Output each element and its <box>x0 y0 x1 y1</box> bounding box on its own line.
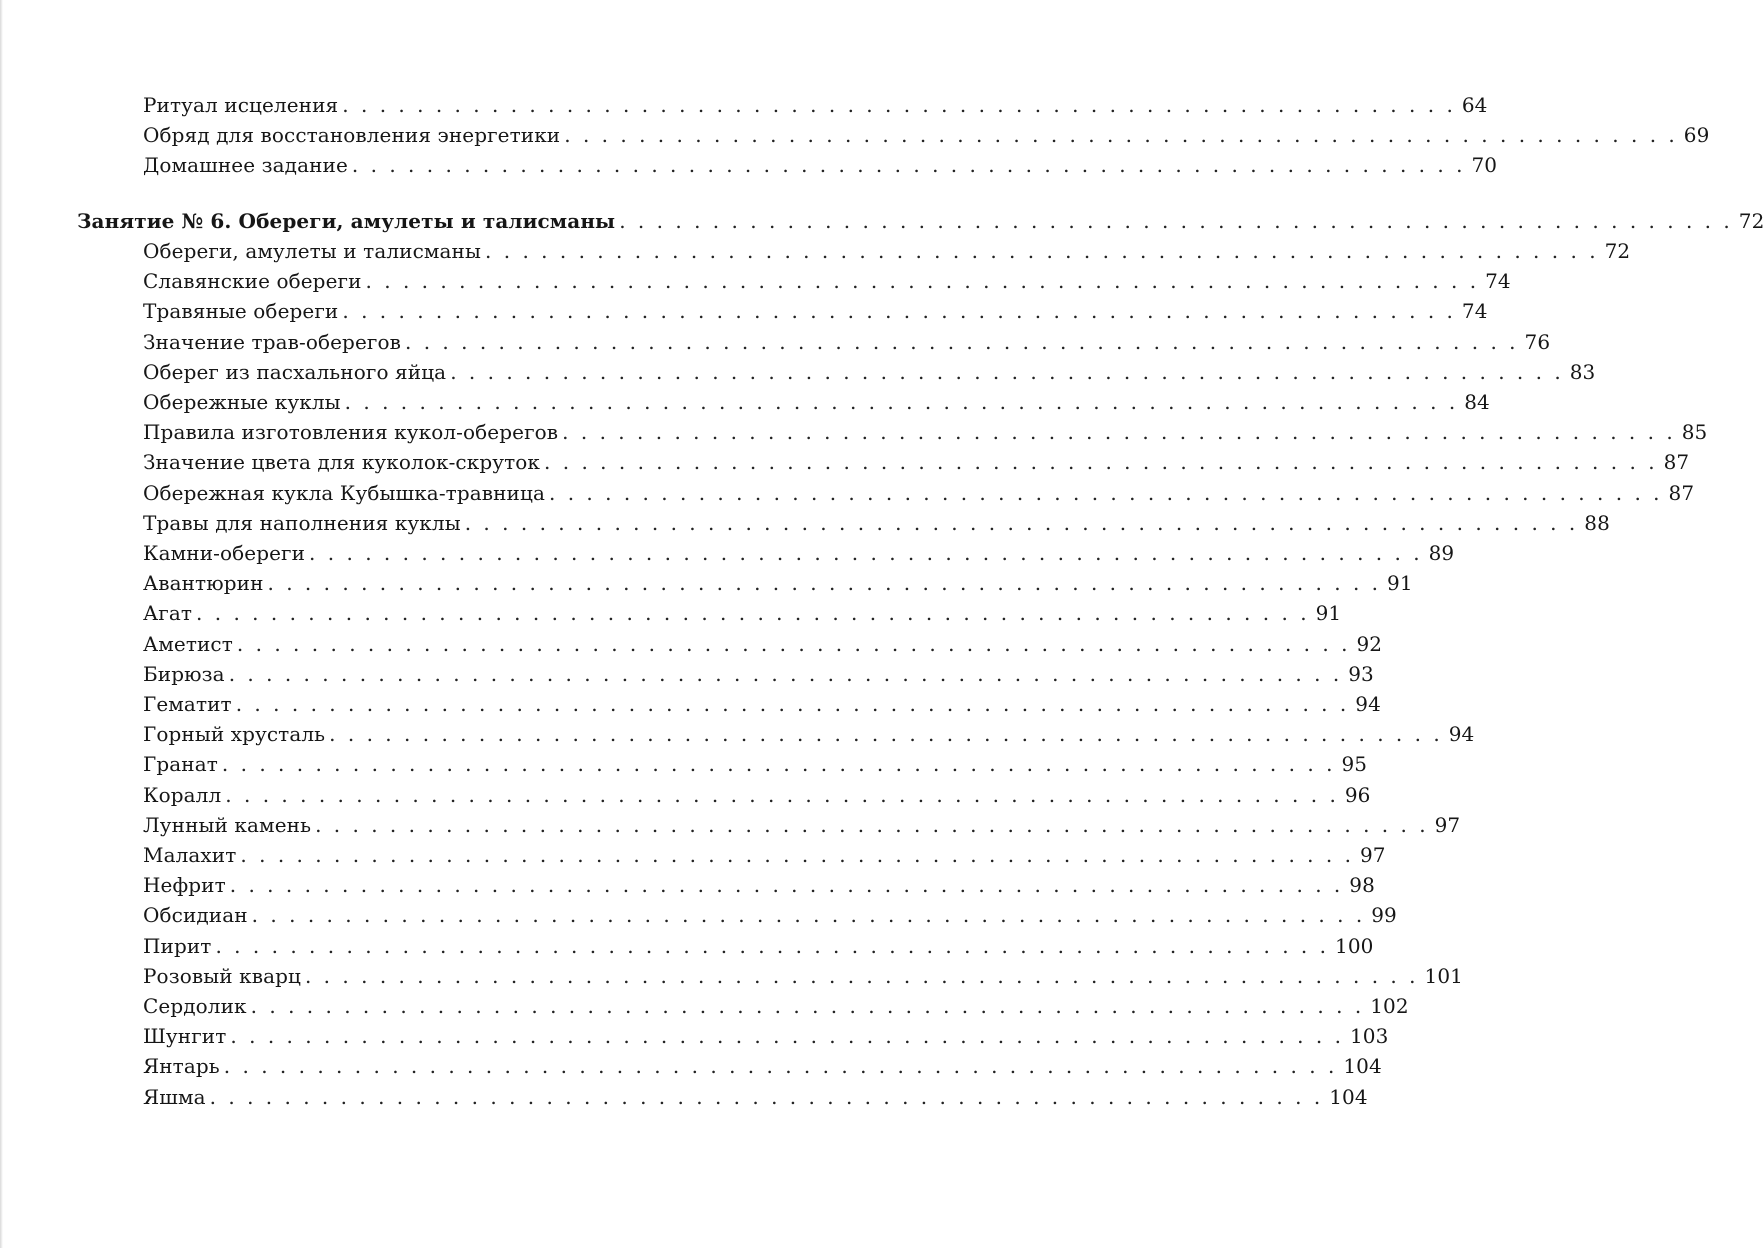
toc-entry-page: 95 <box>1341 752 1368 776</box>
toc-entry <box>143 931 1374 961</box>
toc-entry-title: Обережная кукла Кубышка-травница <box>143 481 545 505</box>
dot-leader: . . . . . . . . . . . . . . . . . . . . . . . . . . . . . . . . . . . . . . . . . . . . . . . . . . . . . . . . . . . . <box>267 571 1382 595</box>
toc-entry <box>143 991 1409 1021</box>
toc-entry <box>143 749 1368 779</box>
toc-entry-page: 102 <box>1370 994 1409 1018</box>
toc-entry-page: 92 <box>1356 632 1383 656</box>
dot-leader: . . . . . . . . . . . . . . . . . . . . . . . . . . . . . . . . . . . . . . . . . . . . . . . . . . . . . . . . . . . . <box>250 994 1365 1018</box>
toc-entry-title: Малахит <box>143 843 237 867</box>
toc-entry-page: 87 <box>1663 450 1690 474</box>
toc-entry-page: 94 <box>1448 722 1475 746</box>
toc-entry-page: 100 <box>1335 934 1374 958</box>
toc-entry <box>143 327 1551 357</box>
toc-entry-page: 89 <box>1428 541 1455 565</box>
dot-leader: . . . . . . . . . . . . . . . . . . . . . . . . . . . . . . . . . . . . . . . . . . . . . . . . . . . . . . . . . . . . <box>464 511 1579 535</box>
toc-entry <box>143 447 1690 477</box>
toc-entry-page: 91 <box>1315 601 1342 625</box>
toc-entry-title: Домашнее задание <box>143 153 348 177</box>
toc-entry <box>143 659 1374 689</box>
toc-entry-title: Янтарь <box>143 1054 220 1078</box>
toc-entry-title: Славянские обереги <box>143 269 362 293</box>
toc-entry-page: 87 <box>1668 481 1695 505</box>
toc-entry-title: Агат <box>143 601 193 625</box>
toc-entry <box>143 629 1383 659</box>
toc-entry-page: 72 <box>1604 239 1631 263</box>
dot-leader: . . . . . . . . . . . . . . . . . . . . . . . . . . . . . . . . . . . . . . . . . . . . . . . . . . . . . . . . . . . . <box>342 93 1456 117</box>
toc-entry <box>143 90 1488 120</box>
dot-leader: . . . . . . . . . . . . . . . . . . . . . . . . . . . . . . . . . . . . . . . . . . . . . . . . . . . . . . . . . . . . <box>235 692 1350 716</box>
toc-entry <box>143 1082 1368 1112</box>
dot-leader: . . . . . . . . . . . . . . . . . . . . . . . . . . . . . . . . . . . . . . . . . . . . . . . . . . . . . . . . . . . . <box>562 420 1676 444</box>
toc-entry <box>143 417 1708 447</box>
toc-entry-page: 94 <box>1355 692 1381 716</box>
dot-leader: . . . . . . . . . . . . . . . . . . . . . . . . . . . . . . . . . . . . . . . . . . . . . . . . . . . . . . . . . . . . <box>230 1024 1344 1048</box>
dot-leader: . . . . . . . . . . . . . . . . . . . . . . . . . . . . . . . . . . . . . . . . . . . . . . . . . . . . . . . . . . . . <box>309 541 1423 565</box>
toc-entry-page: 98 <box>1349 873 1375 897</box>
toc-entry <box>143 1021 1389 1051</box>
dot-leader: . . . . . . . . . . . . . . . . . . . . . . . . . . . . . . . . . . . . . . . . . . . . . . . . . . . . . . . . . . . . <box>342 299 1456 323</box>
dot-leader: . . . . . . . . . . . . . . . . . . . . . . . . . . . . . . . . . . . . . . . . . . . . . . . . . . . . . . . . . . . . <box>344 390 1459 414</box>
toc-entry-title: Травы для наполнения куклы <box>143 511 461 535</box>
dot-leader: . . . . . . . . . . . . . . . . . . . . . . . . . . . . . . . . . . . . . . . . . . . . . . . . . . . . . . . . . . . . <box>404 330 1519 354</box>
toc-entry <box>143 840 1386 870</box>
toc-entry-title: Травяные обереги <box>143 299 339 323</box>
dot-leader: . . . . . . . . . . . . . . . . . . . . . . . . . . . . . . . . . . . . . . . . . . . . . . . . . . . . . . . . . . . . <box>485 239 1599 263</box>
toc-entry-page: 72 <box>1738 209 1764 233</box>
toc-entry-page: 70 <box>1471 153 1498 177</box>
dot-leader: . . . . . . . . . . . . . . . . . . . . . . . . . . . . . . . . . . . . . . . . . . . . . . . . . . . . . . . . . . . . <box>315 813 1429 837</box>
toc-entry <box>143 598 1342 628</box>
toc-entry <box>143 478 1695 508</box>
toc-entry <box>143 719 1475 749</box>
toc-entry-title: Лунный камень <box>143 813 312 837</box>
toc-entry <box>143 780 1371 810</box>
toc-entry-page: 74 <box>1485 269 1511 293</box>
toc-entry-page: 99 <box>1371 903 1397 927</box>
toc-entry <box>143 357 1596 387</box>
page-edge-shadow <box>0 0 3 1248</box>
toc-entry-page: 93 <box>1348 662 1374 686</box>
toc-entry-page: 97 <box>1359 843 1386 867</box>
toc-entry-page: 97 <box>1434 813 1461 837</box>
toc-entry-title: Горный хрусталь <box>143 722 326 746</box>
toc-entry <box>143 236 1631 266</box>
toc-entry <box>143 538 1455 568</box>
toc-entry-title: Значение трав-оберегов <box>143 330 401 354</box>
toc-entry-page: 103 <box>1349 1024 1389 1048</box>
dot-leader: . . . . . . . . . . . . . . . . . . . . . . . . . . . . . . . . . . . . . . . . . . . . . . . . . . . . . . . . . . . . <box>221 752 1336 776</box>
dot-leader: . . . . . . . . . . . . . . . . . . . . . . . . . . . . . . . . . . . . . . . . . . . . . . . . . . . . . . . . . . . . <box>329 722 1443 746</box>
toc-entry-title: Обсидиан <box>143 903 248 927</box>
toc-entry-title: Занятие № 6. Обереги, амулеты и талисманы <box>77 209 616 233</box>
toc-entry <box>143 961 1463 991</box>
toc-entry <box>143 120 1710 150</box>
dot-leader: . . . . . . . . . . . . . . . . . . . . . . . . . . . . . . . . . . . . . . . . . . . . . . . . . . . . . . . . . . . . <box>240 843 1354 867</box>
toc-entry-page: 83 <box>1569 360 1596 384</box>
dot-leader: . . . . . . . . . . . . . . . . . . . . . . . . . . . . . . . . . . . . . . . . . . . . . . . . . . . . . . . . . . . . <box>548 481 1663 505</box>
toc-entry-page: 104 <box>1343 1054 1382 1078</box>
dot-leader: . . . . . . . . . . . . . . . . . . . . . . . . . . . . . . . . . . . . . . . . . . . . . . . . . . . . . . . . . . . . <box>236 632 1351 656</box>
toc-entry-title: Гранат <box>143 752 218 776</box>
dot-leader: . . . . . . . . . . . . . . . . . . . . . . . . . . . . . . . . . . . . . . . . . . . . . . . . . . . . . . . . . . . . <box>196 601 1310 625</box>
toc-entry-page: 88 <box>1584 511 1610 535</box>
dot-leader: . . . . . . . . . . . . . . . . . . . . . . . . . . . . . . . . . . . . . . . . . . . . . . . . . . . . . . . . . . . . <box>304 964 1419 988</box>
toc-entry-title: Гематит <box>143 692 232 716</box>
dot-leader: . . . . . . . . . . . . . . . . . . . . . . . . . . . . . . . . . . . . . . . . . . . . . . . . . . . . . . . . . . . . <box>619 209 1733 233</box>
toc-entry-page: 91 <box>1387 571 1413 595</box>
dot-leader: . . . . . . . . . . . . . . . . . . . . . . . . . . . . . . . . . . . . . . . . . . . . . . . . . . . . . . . . . . . . <box>564 123 1678 147</box>
toc-entry-title: Камни-обереги <box>143 541 306 565</box>
toc-entry-title: Ритуал исцеления <box>143 93 339 117</box>
toc-entry <box>143 689 1381 719</box>
toc-entry-title: Пирит <box>143 934 212 958</box>
toc-entry-title: Обряд для восстановления энергетики <box>143 123 561 147</box>
dot-leader: . . . . . . . . . . . . . . . . . . . . . . . . . . . . . . . . . . . . . . . . . . . . . . . . . . . . . . . . . . . . <box>365 269 1480 293</box>
toc-entry-title: Шунгит <box>143 1024 227 1048</box>
toc-entry-title: Значение цвета для куколок-скруток <box>143 450 541 474</box>
toc-entry <box>143 508 1610 538</box>
dot-leader: . . . . . . . . . . . . . . . . . . . . . . . . . . . . . . . . . . . . . . . . . . . . . . . . . . . . . . . . . . . . <box>351 153 1466 177</box>
toc-entry-title: Розовый кварц <box>143 964 301 988</box>
toc-entry-title: Аметист <box>143 632 233 656</box>
dot-leader: . . . . . . . . . . . . . . . . . . . . . . . . . . . . . . . . . . . . . . . . . . . . . . . . . . . . . . . . . . . . <box>225 783 1339 807</box>
toc-entry-title: Обережные куклы <box>143 390 341 414</box>
dot-leader: . . . . . . . . . . . . . . . . . . . . . . . . . . . . . . . . . . . . . . . . . . . . . . . . . . . . . . . . . . . . <box>228 662 1343 686</box>
dot-leader: . . . . . . . . . . . . . . . . . . . . . . . . . . . . . . . . . . . . . . . . . . . . . . . . . . . . . . . . . . . . <box>450 360 1564 384</box>
toc-entry-page: 64 <box>1461 93 1488 117</box>
dot-leader: . . . . . . . . . . . . . . . . . . . . . . . . . . . . . . . . . . . . . . . . . . . . . . . . . . . . . . . . . . . . <box>209 1085 1324 1109</box>
dot-leader: . . . . . . . . . . . . . . . . . . . . . . . . . . . . . . . . . . . . . . . . . . . . . . . . . . . . . . . . . . . . <box>229 873 1344 897</box>
toc-entry-page: 84 <box>1464 390 1490 414</box>
toc-entry <box>143 1051 1382 1081</box>
toc-entry <box>143 150 1498 180</box>
toc-section-heading <box>77 206 1764 236</box>
toc-entry <box>143 810 1461 840</box>
toc-entry-title: Яшма <box>143 1085 206 1109</box>
toc-entry <box>143 870 1375 900</box>
toc-entry <box>143 387 1490 417</box>
toc-entry <box>143 296 1488 326</box>
toc-entry <box>143 900 1397 930</box>
toc-entry-page: 85 <box>1681 420 1708 444</box>
toc-entry <box>143 266 1511 296</box>
toc-entry-title: Авантюрин <box>143 571 264 595</box>
toc-entry-page: 76 <box>1524 330 1551 354</box>
toc-entry-page: 69 <box>1683 123 1710 147</box>
dot-leader: . . . . . . . . . . . . . . . . . . . . . . . . . . . . . . . . . . . . . . . . . . . . . . . . . . . . . . . . . . . . <box>251 903 1366 927</box>
toc-entry-page: 96 <box>1344 783 1371 807</box>
toc-entry-page: 104 <box>1329 1085 1368 1109</box>
toc-entry-page: 101 <box>1424 964 1463 988</box>
toc-entry-page: 74 <box>1461 299 1488 323</box>
toc-entry-title: Нефрит <box>143 873 226 897</box>
toc-entry-title: Сердолик <box>143 994 247 1018</box>
dot-leader: . . . . . . . . . . . . . . . . . . . . . . . . . . . . . . . . . . . . . . . . . . . . . . . . . . . . . . . . . . . . <box>544 450 1658 474</box>
dot-leader: . . . . . . . . . . . . . . . . . . . . . . . . . . . . . . . . . . . . . . . . . . . . . . . . . . . . . . . . . . . . <box>215 934 1330 958</box>
toc-entry-title: Правила изготовления кукол-оберегов <box>143 420 559 444</box>
toc-entry-title: Бирюза <box>143 662 225 686</box>
toc-entry-title: Оберег из пасхального яйца <box>143 360 447 384</box>
dot-leader: . . . . . . . . . . . . . . . . . . . . . . . . . . . . . . . . . . . . . . . . . . . . . . . . . . . . . . . . . . . . <box>223 1054 1338 1078</box>
toc-entry-title: Обереги, амулеты и талисманы <box>143 239 482 263</box>
toc-entry-title: Коралл <box>143 783 222 807</box>
toc-entry <box>143 568 1413 598</box>
